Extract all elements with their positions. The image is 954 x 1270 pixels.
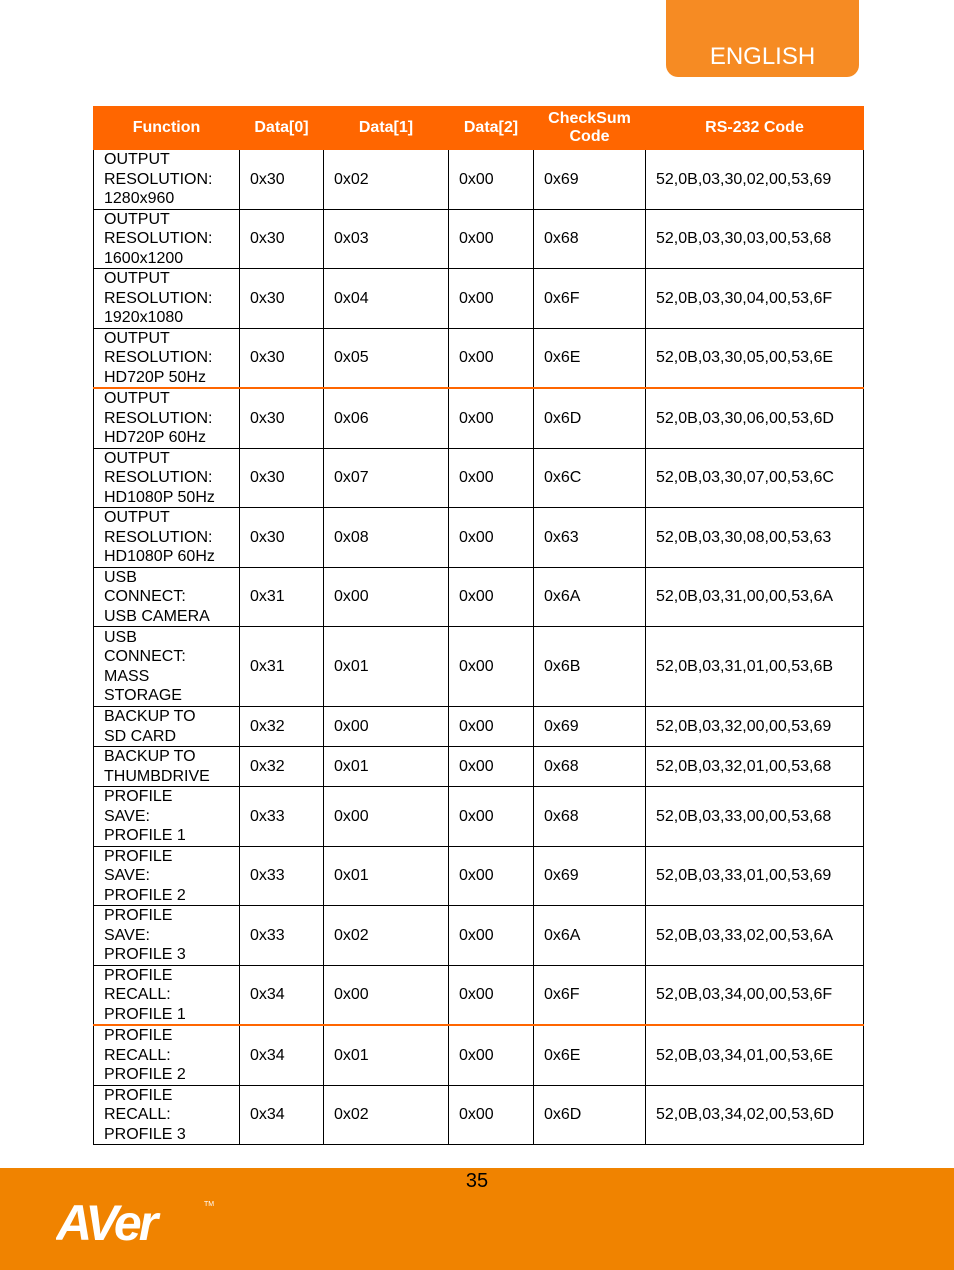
function-cell bbox=[94, 448, 240, 508]
function-cell bbox=[94, 150, 240, 210]
function-line: PROFILE bbox=[104, 788, 173, 805]
function-line: 1920x1080 bbox=[104, 309, 184, 326]
checksum-cell: 0x6C bbox=[534, 448, 646, 508]
data0-cell: 0x30 bbox=[240, 269, 324, 329]
checksum-cell: 0x6A bbox=[534, 567, 646, 627]
data2-cell: 0x00 bbox=[449, 965, 534, 1025]
data1-cell: 0x08 bbox=[324, 508, 449, 568]
rs232-cell: 52,0B,03,30,02,00,53,69 bbox=[646, 150, 864, 210]
data0-cell: 0x31 bbox=[240, 627, 324, 707]
checksum-cell: 0x69 bbox=[534, 846, 646, 906]
checksum-cell: 0x6E bbox=[534, 328, 646, 388]
data2-cell: 0x00 bbox=[449, 567, 534, 627]
rs232-cell: 52,0B,03,30,05,00,53,6E bbox=[646, 328, 864, 388]
rs232-cell: 52,0B,03,31,00,00,53,6A bbox=[646, 567, 864, 627]
data0-cell: 0x32 bbox=[240, 747, 324, 787]
data1-cell: 0x02 bbox=[324, 906, 449, 966]
function-line: USB bbox=[104, 568, 137, 586]
rs232-cell: 52,0B,03,33,00,00,53,68 bbox=[646, 787, 864, 847]
data2-cell: 0x00 bbox=[449, 787, 534, 847]
data0-cell: 0x33 bbox=[240, 787, 324, 847]
function-line: MASS bbox=[104, 667, 150, 685]
data1-cell: 0x07 bbox=[324, 448, 449, 508]
function-line: HD720P 50Hz bbox=[104, 368, 206, 386]
language-label: ENGLISH bbox=[709, 43, 816, 70]
data1-cell: 0x02 bbox=[324, 150, 449, 210]
data1-cell: 0x00 bbox=[324, 567, 449, 627]
table-row bbox=[94, 627, 864, 707]
table-row bbox=[94, 1025, 864, 1085]
function-line: SAVE: bbox=[104, 807, 150, 825]
rs232-cell: 52,0B,03,31,01,00,53,6B bbox=[646, 627, 864, 707]
function-cell bbox=[94, 747, 240, 787]
function-line: BACKUP TO bbox=[104, 748, 196, 765]
function-line: HD720P 60Hz bbox=[104, 429, 206, 446]
function-line: PROFILE 1 bbox=[104, 1005, 186, 1023]
function-line: PROFILE bbox=[104, 1027, 173, 1044]
function-cell bbox=[94, 567, 240, 627]
function-line: THUMBDRIVE bbox=[104, 767, 210, 785]
data1-cell: 0x00 bbox=[324, 707, 449, 747]
function-cell bbox=[94, 508, 240, 568]
checksum-cell: 0x6D bbox=[534, 388, 646, 448]
function-line: PROFILE bbox=[104, 966, 173, 984]
function-line: OUTPUT bbox=[104, 390, 170, 407]
function-line: RECALL: bbox=[104, 1046, 171, 1064]
function-line: RESOLUTION: bbox=[104, 289, 213, 307]
function-cell bbox=[94, 1085, 240, 1145]
function-line: CONNECT: bbox=[104, 588, 186, 605]
function-cell bbox=[94, 627, 240, 707]
table-row bbox=[94, 787, 864, 847]
checksum-cell: 0x63 bbox=[534, 508, 646, 568]
function-line: RECALL: bbox=[104, 986, 171, 1003]
function-line: SAVE: bbox=[104, 867, 150, 884]
data2-cell: 0x00 bbox=[449, 448, 534, 508]
function-line: BACKUP TO bbox=[104, 708, 196, 725]
function-line: PROFILE 3 bbox=[104, 946, 186, 963]
data2-cell: 0x00 bbox=[449, 150, 534, 210]
table-row bbox=[94, 1085, 864, 1145]
function-line: PROFILE bbox=[104, 907, 173, 924]
rs232-command-table bbox=[93, 106, 864, 1145]
column-header bbox=[534, 107, 646, 150]
function-cell bbox=[94, 707, 240, 747]
checksum-cell: 0x6F bbox=[534, 965, 646, 1025]
data0-cell: 0x30 bbox=[240, 388, 324, 448]
data0-cell: 0x30 bbox=[240, 150, 324, 210]
aver-logo bbox=[56, 1196, 218, 1244]
function-line: OUTPUT bbox=[104, 270, 170, 287]
data2-cell: 0x00 bbox=[449, 747, 534, 787]
table-row bbox=[94, 567, 864, 627]
checksum-cell: 0x69 bbox=[534, 150, 646, 210]
data2-cell: 0x00 bbox=[449, 906, 534, 966]
function-line: 1280x960 bbox=[104, 190, 175, 207]
rs232-cell: 52,0B,03,30,08,00,53,63 bbox=[646, 508, 864, 568]
checksum-cell: 0x69 bbox=[534, 707, 646, 747]
data2-cell: 0x00 bbox=[449, 388, 534, 448]
data0-cell: 0x32 bbox=[240, 707, 324, 747]
rs232-cell: 52,0B,03,30,03,00,53,68 bbox=[646, 209, 864, 269]
function-cell bbox=[94, 906, 240, 966]
column-header: Data[2] bbox=[449, 107, 534, 150]
function-line: OUTPUT bbox=[104, 329, 170, 347]
table-row bbox=[94, 508, 864, 568]
function-line: PROFILE 2 bbox=[104, 1066, 186, 1083]
function-line: PROFILE 3 bbox=[104, 1125, 186, 1143]
column-header: Function bbox=[94, 107, 240, 150]
rs232-cell: 52,0B,03,30,07,00,53,6C bbox=[646, 448, 864, 508]
data1-cell: 0x02 bbox=[324, 1085, 449, 1145]
function-cell bbox=[94, 388, 240, 448]
function-cell bbox=[94, 1025, 240, 1085]
table-row bbox=[94, 328, 864, 388]
data1-cell: 0x01 bbox=[324, 1025, 449, 1085]
data1-cell: 0x01 bbox=[324, 846, 449, 906]
checksum-cell: 0x6E bbox=[534, 1025, 646, 1085]
function-line: CONNECT: bbox=[104, 648, 186, 665]
rs232-cell: 52,0B,03,34,02,00,53,6D bbox=[646, 1085, 864, 1145]
function-line: OUTPUT bbox=[104, 210, 170, 228]
data2-cell: 0x00 bbox=[449, 328, 534, 388]
rs232-cell: 52,0B,03,33,01,00,53,69 bbox=[646, 846, 864, 906]
logo-trademark: TM bbox=[204, 1201, 215, 1208]
data0-cell: 0x30 bbox=[240, 328, 324, 388]
function-cell bbox=[94, 209, 240, 269]
function-line: OUTPUT bbox=[104, 151, 170, 168]
table-row bbox=[94, 707, 864, 747]
function-line: PROFILE 1 bbox=[104, 827, 186, 844]
function-line: RESOLUTION: bbox=[104, 349, 213, 366]
data1-cell: 0x01 bbox=[324, 747, 449, 787]
data0-cell: 0x34 bbox=[240, 965, 324, 1025]
function-line: PROFILE bbox=[104, 847, 173, 865]
data2-cell: 0x00 bbox=[449, 508, 534, 568]
data1-cell: 0x05 bbox=[324, 328, 449, 388]
data0-cell: 0x30 bbox=[240, 209, 324, 269]
checksum-cell: 0x68 bbox=[534, 787, 646, 847]
function-line: SD CARD bbox=[104, 727, 177, 745]
function-line: HD1080P 50Hz bbox=[104, 488, 215, 506]
checksum-cell: 0x6B bbox=[534, 627, 646, 707]
data0-cell: 0x31 bbox=[240, 567, 324, 627]
language-tab bbox=[666, 0, 859, 77]
rs232-cell: 52,0B,03,30,04,00,53,6F bbox=[646, 269, 864, 329]
table-row bbox=[94, 388, 864, 448]
function-line: RESOLUTION: bbox=[104, 170, 213, 188]
function-line: OUTPUT bbox=[104, 449, 170, 467]
data0-cell: 0x34 bbox=[240, 1085, 324, 1145]
data1-cell: 0x06 bbox=[324, 388, 449, 448]
function-line: 1600x1200 bbox=[104, 249, 184, 267]
rs232-cell: 52,0B,03,33,02,00,53,6A bbox=[646, 906, 864, 966]
checksum-cell: 0x6F bbox=[534, 269, 646, 329]
data0-cell: 0x30 bbox=[240, 448, 324, 508]
table-header-row bbox=[94, 107, 864, 150]
data2-cell: 0x00 bbox=[449, 1085, 534, 1145]
checksum-cell: 0x6D bbox=[534, 1085, 646, 1145]
table-row bbox=[94, 846, 864, 906]
function-line: PROFILE 2 bbox=[104, 886, 186, 904]
function-line: PROFILE bbox=[104, 1086, 173, 1104]
column-header: Data[0] bbox=[240, 107, 324, 150]
checksum-cell: 0x68 bbox=[534, 209, 646, 269]
rs232-cell: 52,0B,03,32,01,00,53,68 bbox=[646, 747, 864, 787]
rs232-cell: 52,0B,03,30,06,00,53,6D bbox=[646, 388, 864, 448]
function-cell bbox=[94, 787, 240, 847]
data2-cell: 0x00 bbox=[449, 627, 534, 707]
function-line: RESOLUTION: bbox=[104, 469, 213, 486]
table-row bbox=[94, 269, 864, 329]
checksum-cell: 0x68 bbox=[534, 747, 646, 787]
rs232-cell: 52,0B,03,34,00,00,53,6F bbox=[646, 965, 864, 1025]
data2-cell: 0x00 bbox=[449, 1025, 534, 1085]
function-line: RESOLUTION: bbox=[104, 230, 213, 247]
function-line: HD1080P 60Hz bbox=[104, 548, 215, 565]
function-line: RESOLUTION: bbox=[104, 528, 213, 546]
table-row bbox=[94, 150, 864, 210]
data1-cell: 0x00 bbox=[324, 965, 449, 1025]
function-cell bbox=[94, 846, 240, 906]
column-header: RS-232 Code bbox=[646, 107, 864, 150]
data2-cell: 0x00 bbox=[449, 209, 534, 269]
function-line: RECALL: bbox=[104, 1106, 171, 1123]
page-number: 35 bbox=[465, 1170, 489, 1192]
function-cell bbox=[94, 328, 240, 388]
function-line: STORAGE bbox=[104, 687, 182, 704]
data0-cell: 0x34 bbox=[240, 1025, 324, 1085]
function-line: RESOLUTION: bbox=[104, 409, 213, 427]
data1-cell: 0x01 bbox=[324, 627, 449, 707]
data0-cell: 0x30 bbox=[240, 508, 324, 568]
function-line: USB CAMERA bbox=[104, 607, 210, 625]
data1-cell: 0x00 bbox=[324, 787, 449, 847]
function-line: SAVE: bbox=[104, 926, 150, 944]
checksum-cell: 0x6A bbox=[534, 906, 646, 966]
function-cell bbox=[94, 965, 240, 1025]
function-cell bbox=[94, 269, 240, 329]
table-row bbox=[94, 209, 864, 269]
function-line: USB bbox=[104, 628, 137, 646]
data2-cell: 0x00 bbox=[449, 269, 534, 329]
table-row bbox=[94, 906, 864, 966]
data1-cell: 0x03 bbox=[324, 209, 449, 269]
function-line: OUTPUT bbox=[104, 509, 170, 526]
logo-wordmark: AVer bbox=[56, 1196, 156, 1244]
rs232-cell: 52,0B,03,32,00,00,53,69 bbox=[646, 707, 864, 747]
checksum-header-line: CheckSum Code bbox=[548, 110, 631, 145]
data2-cell: 0x00 bbox=[449, 846, 534, 906]
table-row bbox=[94, 965, 864, 1025]
data0-cell: 0x33 bbox=[240, 906, 324, 966]
data1-cell: 0x04 bbox=[324, 269, 449, 329]
rs232-cell: 52,0B,03,34,01,00,53,6E bbox=[646, 1025, 864, 1085]
column-header: Data[1] bbox=[324, 107, 449, 150]
data0-cell: 0x33 bbox=[240, 846, 324, 906]
table-row bbox=[94, 448, 864, 508]
table-row bbox=[94, 747, 864, 787]
data2-cell: 0x00 bbox=[449, 707, 534, 747]
